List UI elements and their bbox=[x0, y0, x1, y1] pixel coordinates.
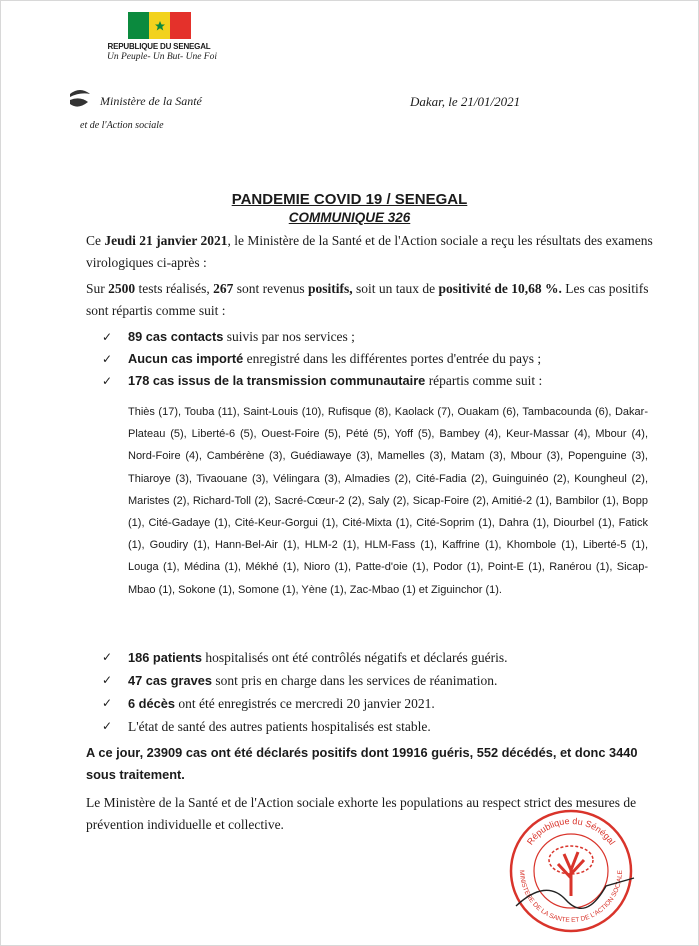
intro-date: Jeudi 21 janvier 2021 bbox=[104, 233, 228, 248]
stamp-top-text: République du Sénégal bbox=[524, 815, 618, 847]
tests-text: soit un taux de bbox=[352, 281, 439, 296]
ministry-logo-icon bbox=[66, 88, 94, 110]
ministry-subname: et de l'Action sociale bbox=[80, 120, 164, 131]
check-icon: ✓ bbox=[102, 330, 113, 344]
flag-red-stripe bbox=[170, 12, 191, 39]
list-item bbox=[102, 646, 654, 669]
intro-text: Ce bbox=[86, 233, 105, 248]
stamp-bottom-text: MINISTERE DE LA SANTE ET DE L'ACTION SOCIALE bbox=[517, 869, 625, 925]
national-motto: Un Peuple- Un But- Une Foi bbox=[106, 52, 217, 62]
ministry-stamp-icon bbox=[506, 808, 636, 934]
bullet-text: ont été enregistrés ce mercredi 20 janvier 2021. bbox=[174, 696, 435, 711]
intro-text: , le Ministère de la Santé et de l'Action sociale a reçu les résultats des examens virologiques ci-après : bbox=[86, 233, 653, 270]
senegal-flag bbox=[128, 12, 191, 39]
bullet-bold: 6 décès bbox=[128, 696, 175, 711]
tests-count: 2500 bbox=[108, 281, 136, 296]
document-date: Dakar, le 21/01/2021 bbox=[410, 94, 521, 109]
check-icon: ✓ bbox=[102, 650, 113, 664]
bullet-bold: 47 cas graves bbox=[128, 673, 212, 688]
check-icon: ✓ bbox=[102, 374, 113, 388]
outcomes-list bbox=[102, 646, 654, 738]
cumulative-summary: A ce jour, 23909 cas ont été déclarés positifs dont 19916 guéris, 552 décédés, et donc 3440 sous traitement. bbox=[86, 745, 638, 782]
ministry-name: Ministère de la Santé bbox=[100, 94, 202, 108]
check-icon: ✓ bbox=[102, 352, 113, 366]
bullet-bold: 89 cas contacts bbox=[128, 329, 224, 344]
document-title: PANDEMIE COVID 19 / SENEGAL bbox=[231, 191, 468, 208]
bullet-text: L'état de santé des autres patients hospitalisés est stable. bbox=[128, 719, 431, 734]
bullet-text: suivis par nos services ; bbox=[223, 329, 355, 344]
bullet-text: hospitalisés ont été contrôlés négatifs et déclarés guéris. bbox=[201, 650, 508, 665]
star-icon bbox=[154, 20, 166, 32]
tests-text: sont revenus bbox=[233, 281, 308, 296]
flag-yellow-stripe bbox=[149, 12, 170, 39]
check-icon: ✓ bbox=[102, 719, 113, 733]
positivity-rate: positivité de 10,68 %. bbox=[438, 281, 562, 296]
bullet-bold: 178 cas issus de la transmission communautaire bbox=[128, 373, 426, 388]
intro-paragraph bbox=[86, 230, 656, 274]
tests-paragraph bbox=[86, 278, 656, 322]
list-item bbox=[102, 669, 654, 692]
case-breakdown-list bbox=[102, 326, 654, 392]
communique-number: COMMUNIQUE 326 bbox=[288, 210, 411, 225]
list-item bbox=[102, 370, 654, 392]
flag-green-stripe bbox=[128, 12, 149, 39]
list-item bbox=[102, 348, 654, 370]
positive-count: 267 bbox=[213, 281, 234, 296]
check-icon: ✓ bbox=[102, 696, 113, 710]
list-item bbox=[102, 715, 654, 738]
check-icon: ✓ bbox=[102, 673, 113, 687]
republic-label: REPUBLIQUE DU SENEGAL bbox=[107, 42, 211, 51]
bullet-text: enregistré dans les différentes portes d'entrée du pays ; bbox=[243, 351, 542, 366]
bullet-bold: Aucun cas importé bbox=[128, 351, 244, 366]
bullet-bold: 186 patients bbox=[128, 650, 202, 665]
list-item bbox=[102, 326, 654, 348]
localities-list: Thiès (17), Touba (11), Saint-Louis (10), Rufisque (8), Kaolack (7), Ouakam (6), Tambacounda (6), Dakar-Plateau (5), Liberté-6 (5), Ouest-Foire (5), Pété (5), Yoff (5), Bambey (4), Keur-Massar (4), Mbour (4), Nord-Foire (4), Cambérène (3), Guédiawaye (3), Mamelles (3), Matam (3), Mbour (3), Popenguine (3), Thiaroye (3), Tivaouane (3), Vélingara (3), Almadies (2), Cité-Fadia (2), Guinguinéo (2), Koungheul (2), Maristes (2), Richard-Toll (2), Sacré-Cœur-2 (2), Saly (2), Sicap-Foire (2), Amitié-2 (1), Bambilor (1), Bopp (1), Cité-Gadaye (1), Cité-Keur-Gorgui (1), Cité-Mixta (1), Cité-Soprim (1), Dahra (1), Diourbel (1), Fatick (1), Goudiry (1), Hann-Bel-Air (1), HLM-2 (1), HLM-Fass (1), Kaffrine (1), Khombole (1), Liberté-5 (1), Louga (1), Médina (1), Mékhé (1), Nioro (1), Patte-d'oie (1), Podor (1), Point-E (1), Ranérou (1), Sicap-Mbao (1), Sokone (1), Somone (1), Yène (1), Zac-Mbao (1) et Ziguinchor (1). bbox=[128, 406, 648, 596]
positive-label: positifs, bbox=[308, 281, 353, 296]
closing-paragraph: Le Ministère de la Santé et de l'Action sociale exhorte les populations au respect strict des mesures de prévention individuelle et collective. bbox=[86, 795, 637, 832]
bullet-text: sont pris en charge dans les services de réanimation. bbox=[211, 673, 498, 688]
tests-text: Les cas positifs sont répartis comme suit : bbox=[86, 281, 649, 318]
list-item bbox=[102, 692, 654, 715]
tests-text: tests réalisés, bbox=[135, 281, 214, 296]
tests-text: Sur bbox=[86, 281, 109, 296]
bullet-text: répartis comme suit : bbox=[425, 373, 543, 388]
